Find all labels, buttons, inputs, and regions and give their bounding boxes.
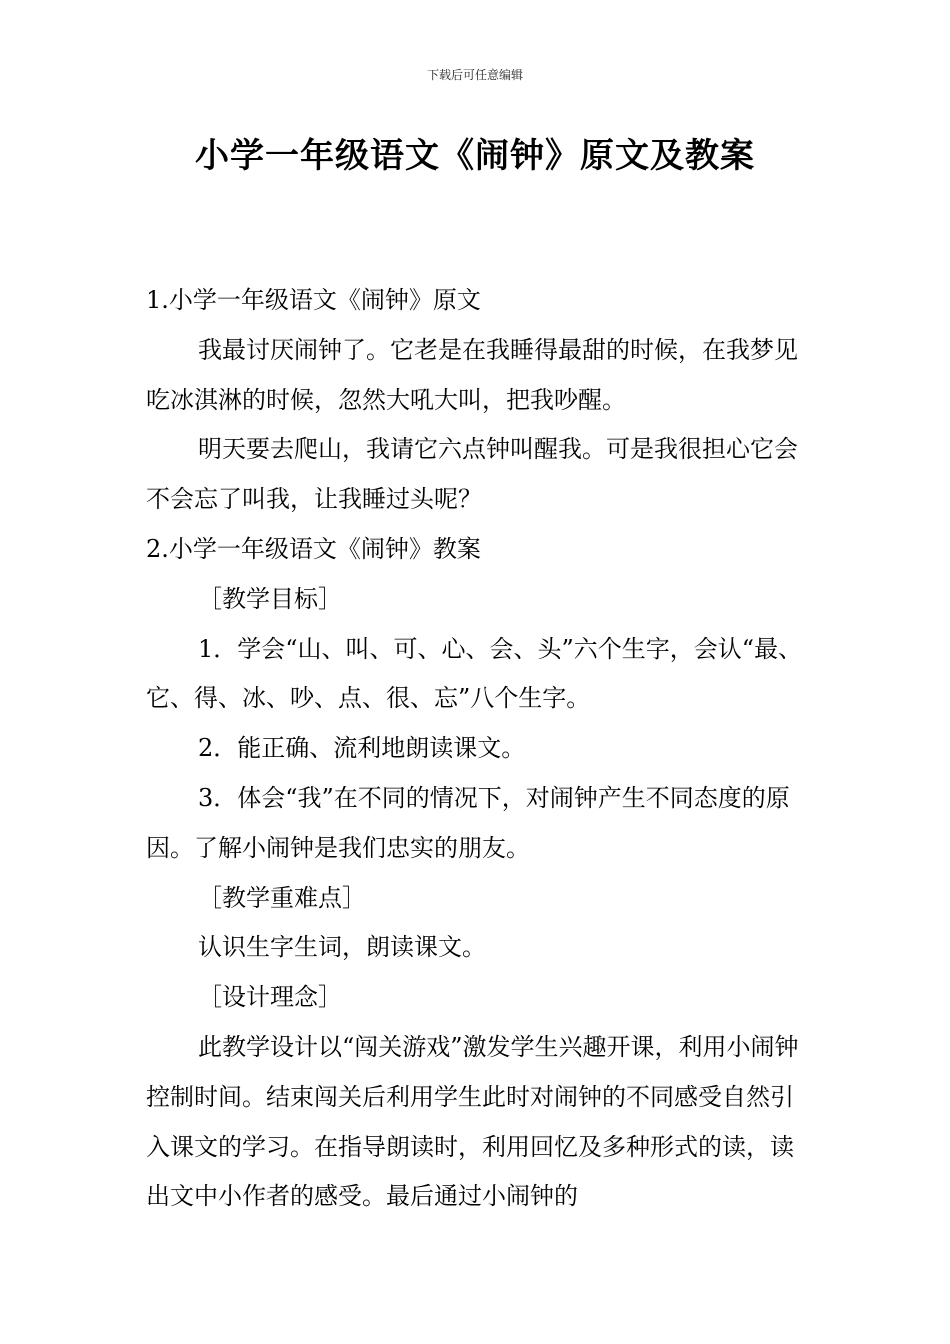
paragraph: 1．学会“山、叫、可、心、会、头”六个生字，会认“最、它、得、冰、吵、点、很、忘”八个生字。 <box>146 634 803 713</box>
paragraph: 2．能正确、流利地朗读课文。 <box>198 734 526 763</box>
document-body <box>146 276 808 1222</box>
header-note: 下载后可任意编辑 <box>426 68 523 82</box>
paragraph: 明天要去爬山，我请它六点钟叫醒我。可是我很担心它会不会忘了叫我，让我睡过头呢？ <box>146 435 798 514</box>
paragraph: ［教学目标］ <box>198 584 342 613</box>
paragraph: 3．体会“我”在不同的情况下，对闹钟产生不同态度的原因。了解小闹钟是我们忠实的朋友。 <box>146 783 790 862</box>
paragraph: ［教学重难点］ <box>198 883 366 912</box>
paragraph: 我最讨厌闹钟了。它老是在我睡得最甜的时候，在我梦见吃冰淇淋的时候，忽然大吼大叫，把我吵醒。 <box>146 335 798 414</box>
paragraph: 1.小学一年级语文《闹钟》原文 <box>146 286 481 314</box>
paragraph: 认识生字生词，朗读课文。 <box>198 933 486 962</box>
paragraph: ［设计理念］ <box>198 983 342 1012</box>
paragraph: 2.小学一年级语文《闹钟》教案 <box>146 534 481 563</box>
document-title: 小学一年级语文《闹钟》原文及教案 <box>195 136 755 176</box>
paragraph: 此教学设计以“闯关游戏”激发学生兴趣开课，利用小闹钟控制时间。结束闯关后利用学生此时对闹钟的不同感受自然引入课文的学习。在指导朗读时，利用回忆及多种形式的读，读出文中小作者的感受。最后通过小闹钟的 <box>146 1032 799 1211</box>
